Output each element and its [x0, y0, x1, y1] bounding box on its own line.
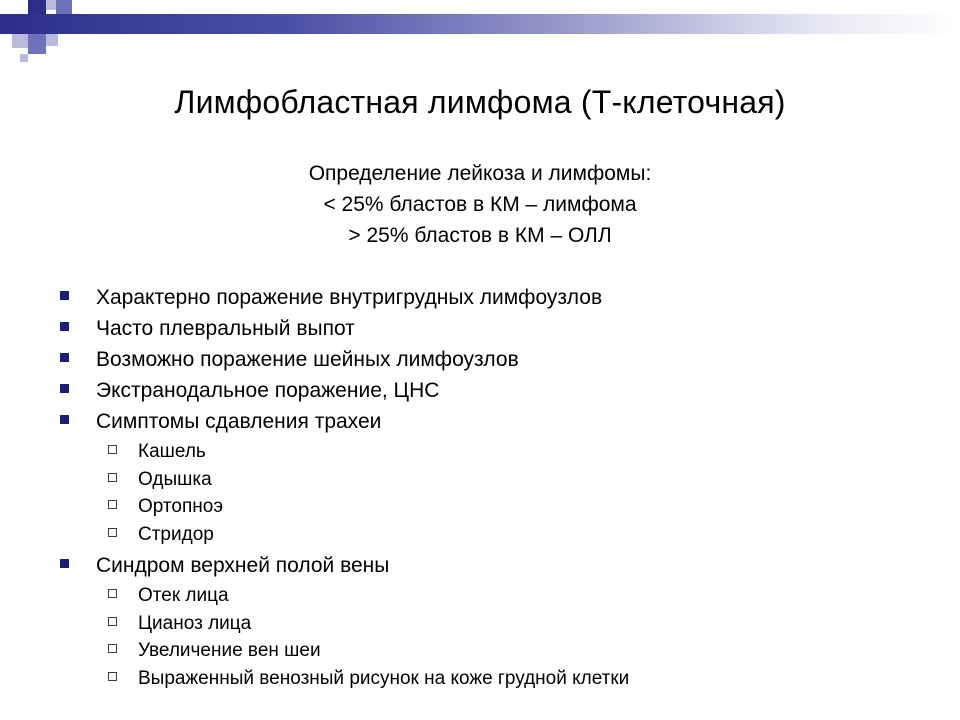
bullet-item — [58, 282, 938, 313]
square-bullet-icon — [60, 384, 69, 393]
sub-item — [58, 521, 938, 549]
decor-square — [28, 0, 46, 14]
decor-square — [56, 0, 72, 14]
bullet-text: Симптомы сдавления трахеи — [96, 410, 382, 433]
sub-list — [58, 582, 938, 692]
definition-line: Определение лейкоза и лимфомы: — [308, 162, 652, 185]
bullet-item — [58, 313, 938, 344]
bullet-text: Синдром верхней полой вены — [96, 554, 390, 577]
sub-item — [58, 466, 938, 494]
bullet-text: Экстранодальное поражение, ЦНС — [96, 379, 440, 402]
header-band — [0, 14, 960, 34]
sub-item — [58, 582, 938, 610]
decor-square — [12, 34, 28, 48]
sub-item-text: Стридор — [138, 523, 214, 545]
hollow-square-bullet-icon — [108, 528, 117, 537]
square-bullet-icon — [60, 322, 69, 331]
bullet-list — [58, 282, 938, 694]
hollow-square-bullet-icon — [108, 445, 117, 454]
decor-square — [28, 34, 46, 54]
hollow-square-bullet-icon — [108, 473, 117, 482]
hollow-square-bullet-icon — [108, 644, 117, 653]
definition-line: > 25% бластов в КМ – ОЛЛ — [348, 224, 612, 247]
sub-item — [58, 665, 938, 693]
decor-square — [46, 0, 56, 10]
sub-item-text: Отек лица — [138, 585, 229, 606]
sub-item — [58, 637, 938, 665]
hollow-square-bullet-icon — [108, 617, 117, 626]
sub-item — [58, 438, 938, 466]
slide-title: Лимфобластная лимфома (Т-клеточная) — [174, 84, 786, 120]
definition-line: < 25% бластов в КМ – лимфома — [323, 193, 637, 216]
square-bullet-icon — [60, 415, 69, 424]
square-bullet-icon — [60, 291, 69, 300]
sub-item-text: Цианоз лица — [138, 612, 252, 634]
bullet-item — [58, 550, 938, 581]
hollow-square-bullet-icon — [108, 500, 117, 509]
bullet-item — [58, 375, 938, 406]
square-bullet-icon — [60, 559, 69, 568]
definition-block — [0, 158, 960, 251]
bullet-text: Характерно поражение внутригрудных лимфоузлов — [96, 286, 603, 309]
sub-item-text: Ортопноэ — [138, 496, 224, 517]
bullet-text: Часто плевральный выпот — [96, 317, 355, 340]
sub-item — [58, 610, 938, 638]
hollow-square-bullet-icon — [108, 672, 117, 681]
decor-square — [0, 14, 12, 34]
bullet-text: Возможно поражение шейных лимфоузлов — [96, 348, 519, 371]
sub-list — [58, 438, 938, 548]
sub-item-text: Увеличение вен шеи — [138, 640, 321, 661]
decor-square — [46, 34, 58, 46]
square-bullet-icon — [60, 353, 69, 362]
sub-item — [58, 493, 938, 521]
decor-square — [20, 54, 28, 62]
sub-item-text: Одышка — [138, 468, 212, 490]
bullet-item — [58, 344, 938, 375]
sub-item-text: Кашель — [138, 441, 206, 462]
sub-item-text: Выраженный венозный рисунок на коже грудной клетки — [138, 667, 630, 689]
bullet-item — [58, 406, 938, 437]
hollow-square-bullet-icon — [108, 589, 117, 598]
